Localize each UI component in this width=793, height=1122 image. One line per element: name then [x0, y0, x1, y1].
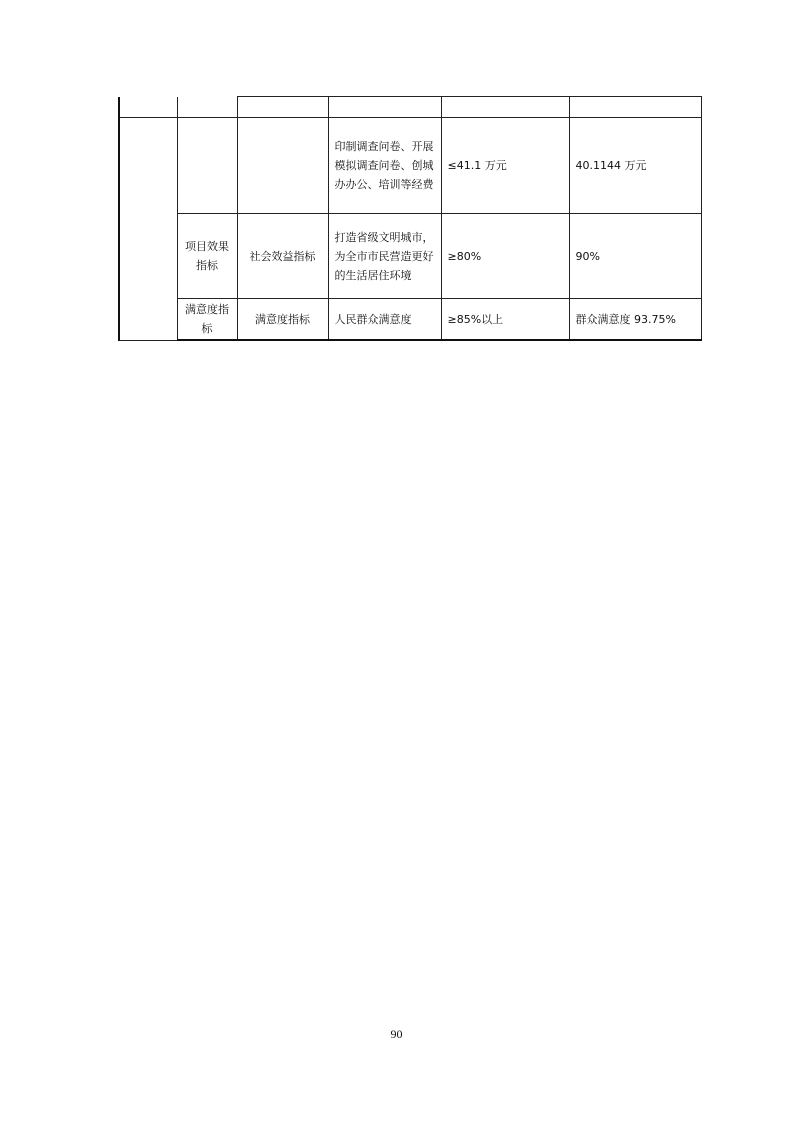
cost-target-cell: ≤41.1 万元 [441, 118, 569, 214]
table-cell [177, 118, 237, 214]
table-row-satisfaction [119, 299, 701, 341]
table-cell [569, 97, 701, 118]
performance-indicator-table [118, 96, 702, 341]
table-cell [237, 97, 328, 118]
cost-indicator-cell: 印制调查问卷、开展模拟调查问卷、创城办办公、培训等经费 [328, 118, 441, 214]
cost-actual-cell: 40.1144 万元 [569, 118, 701, 214]
satisfaction-actual-cell: 群众满意度 93.75% [569, 299, 701, 341]
table-cell-merged-left [119, 118, 177, 341]
table-row-effect [119, 214, 701, 299]
page-number: 90 [390, 1027, 403, 1041]
satisfaction-indicator-cell: 人民群众满意度 [328, 299, 441, 341]
table-row-cost [119, 118, 701, 214]
effect-actual-cell: 90% [569, 214, 701, 299]
table-cell [237, 118, 328, 214]
satisfaction-subcategory-cell: 满意度指标 [237, 299, 328, 341]
effect-indicator-cell: 打造省级文明城市，为全市市民营造更好的生活居住环境 [328, 214, 441, 299]
effect-category-cell: 项目效果指标 [177, 214, 237, 299]
effect-target-cell: ≥80% [441, 214, 569, 299]
effect-subcategory-cell: 社会效益指标 [237, 214, 328, 299]
satisfaction-target-cell: ≥85%以上 [441, 299, 569, 341]
table-cell [328, 97, 441, 118]
satisfaction-category-cell: 满意度指标 [177, 299, 237, 341]
table-cell [119, 97, 177, 118]
table-row-top [119, 97, 701, 118]
table-cell [441, 97, 569, 118]
table-cell [177, 97, 237, 118]
